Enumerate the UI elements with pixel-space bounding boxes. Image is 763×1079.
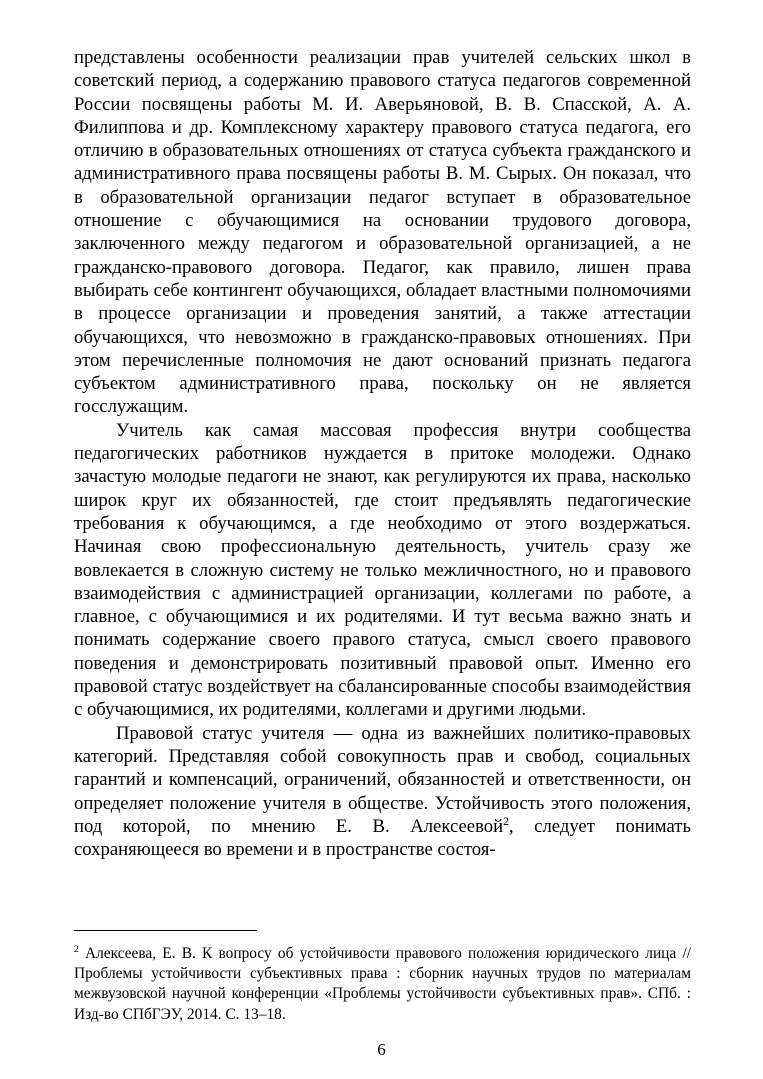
footnote-separator — [74, 930, 257, 931]
page-number: 6 — [377, 1040, 386, 1059]
footnote-text: Алексеева, Е. В. К вопросу об устойчивости правового положения юридического лица // Проблемы устойчивости субъективных права : сборник научных трудов по материалам межвузовской научной конференции «Проблемы устойчивости субъективных прав». СПб. : Изд-во СПбГЭУ, 2014. С. 13–18. — [74, 945, 691, 1023]
paragraph-3-text-end: , следует понимать сохраняющееся во времени и в пространстве состоя- — [74, 815, 691, 861]
footnote-entry — [74, 944, 691, 1025]
paragraph-3 — [74, 722, 691, 862]
paragraph-1: представлены особенности реализации прав учителей сельских школ в советский период, а содержанию правового статуса педагогов современной России посвящены работы М. И. Аверьяновой, В. В. Спасской, А. А. Филиппова и др. Комплексному характеру правового статуса педагога, его отличию в образовательных отношениях от статуса субъекта гражданского и административного права посвящены работы В. М. Сырых. Он показал, что в образовательной организации педагог вступает в образовательное отношение с обучающимися на основании трудового договора, заключенного между педагогом и образовательной организацией, а не гражданско-правового договора. Педагог, как правило, лишен права выбирать себе контингент обучающихся, обладает властными полномочиями в процессе организации и проведения занятий, а также аттестации обучающихся, что невозможно в гражданско-правовых отношениях. При этом перечисленные полномочия не дают оснований признать педагога субъектом административного права, поскольку он не является госслужащим. — [74, 47, 691, 418]
footnote-reference[interactable]: 2 — [503, 814, 509, 828]
paragraph-2: Учитель как самая массовая профессия внутри сообщества педагогических работников нуждается в притоке молодежи. Однако зачастую молодые педагоги не знают, как регулируются их права, насколько широк круг их обязанностей, где стоит предъявлять педагогические требования к обучающимся, а где необходимо от этого воздержаться. Начиная свою профессиональную деятельность, учитель сразу же вовлекается в сложную систему не только межличностного, но и правового взаимодействия с администрацией организации, коллегами по работе, а главное, с обучающимися и их родителями. И тут весьма важно знать и понимать содержание своего правого статуса, смысл своего правового поведения и демонстрировать позитивный правовой опыт. Именно его правовой статус воздействует на сбалансированные способы взаимодействия с обучающимися, их родителями, коллегами и другими людьми. — [74, 419, 691, 721]
paragraph-3-text-start: Правовой статус учителя — одна из важнейших политико-правовых категорий. Представляя собой совокупность прав и свобод, социальных гарантий и компенсаций, ограничений, обязанностей и ответственности, он определяет положение учителя в обществе. Устойчивость этого положения, под которой, по мнению Е. В. Алексеевой — [74, 722, 691, 837]
footnote-marker: 2 — [74, 943, 79, 955]
footnote — [74, 944, 691, 1025]
main-text — [74, 46, 691, 861]
